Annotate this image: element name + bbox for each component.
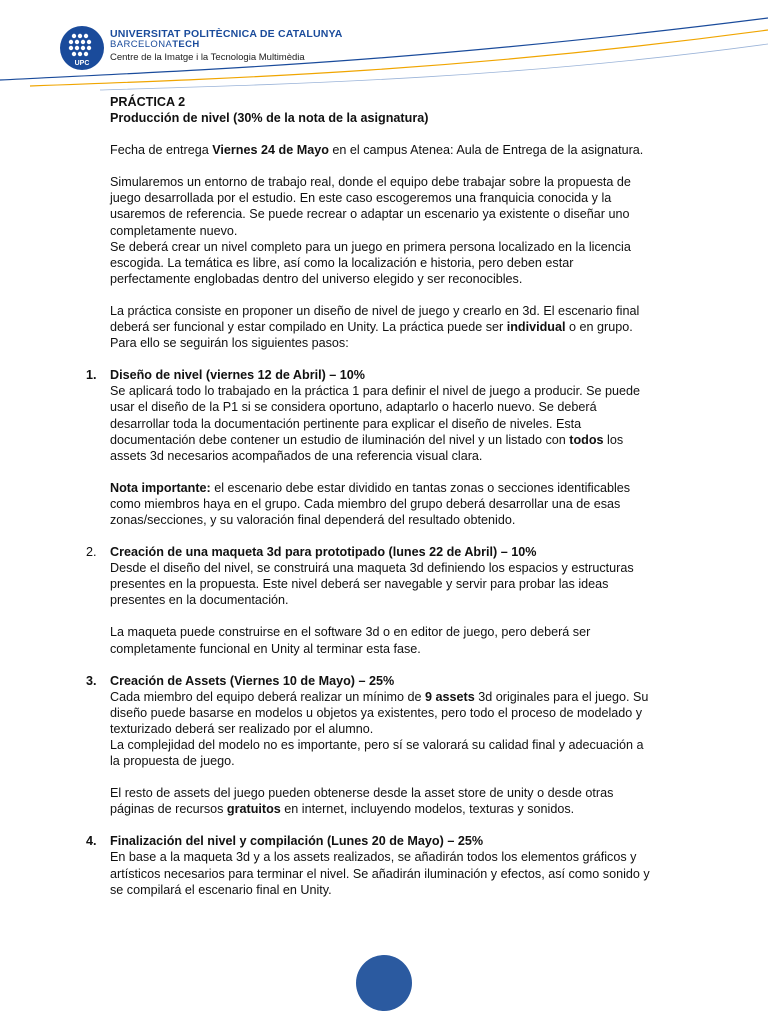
step-number: 3.	[86, 673, 97, 688]
upc-logo-icon	[60, 26, 104, 70]
barcelona-tech: BARCELONATECH	[110, 39, 200, 51]
step-number: 1.	[86, 368, 97, 383]
university-name: UNIVERSITAT POLITÈCNICA DE CATALUNYA	[110, 28, 343, 40]
step-3	[64, 673, 655, 818]
practice-paragraph: La práctica consiste en proponer un diseño de nivel de juego y crearlo en 3d. El escenario final deberá ser funcional y estar compilado en Unity. La práctica puede ser individual o en grupo. Para ello se seguirán los siguientes pasos:	[110, 303, 640, 351]
university-branding	[110, 28, 343, 64]
step-heading: Creación de una maqueta 3d para prototipado (lunes 22 de Abril) – 10%	[110, 545, 537, 560]
step-text: El resto de assets del juego pueden obtenerse desde la asset store de unity o desde otras páginas de recursos gratuitos en internet, incluyendo modelos, texturas y sonidos.	[110, 786, 614, 817]
step-text: Cada miembro del equipo deberá realizar un mínimo de 9 assets 3d originales para el juego. Su diseño puede basarse en modelos u objetos ya existentes, pero todo el proceso de modelado y texturizado deberá ser realizado por el alumno.	[110, 689, 649, 736]
logo-label: UPC	[74, 60, 90, 67]
step-heading: Creación de Assets (Viernes 10 de Mayo) – 25%	[110, 673, 395, 688]
step-heading: Diseño de nivel (viernes 12 de Abril) – 10%	[110, 368, 366, 383]
centre-name: Centre de la Imatge i la Tecnologia Multimèdia	[110, 51, 305, 63]
page-header	[0, 0, 768, 95]
intro-paragraph-1: Simularemos un entorno de trabajo real, donde el equipo debe trabajar sobre la propuesta de juego desarrollada por el estudio. En este caso escogeremos una franquicia conocida y la usaremos de referencia. Se puede recrear o adaptar un escenario ya existente o diseñar uno completamente nuevo.	[110, 175, 631, 238]
page-marker-circle	[356, 955, 412, 1011]
intro-paragraph-2: Se deberá crear un nivel completo para un juego en primera persona localizado en la licencia escogida. La temática es libre, así como la localización e historia, pero deben estar perfectamente englobadas dentro del universo elegido y ser reconocibles.	[110, 239, 631, 286]
step-text: En base a la maqueta 3d y a los assets realizados, se añadirán todos los elementos gráficos y artísticos necesarios para terminar el nivel. Se añadirán iluminación y efectos, así como sonido y se compilará el escenario final en Unity.	[110, 850, 650, 897]
delivery-paragraph: Fecha de entrega Viernes 24 de Mayo en el campus Atenea: Aula de Entrega de la asignatura.	[110, 143, 644, 158]
step-text: Desde el diseño del nivel, se construirá una maqueta 3d definiendo los espacios y estructuras presentes en la propuesta. Este nivel deberá ser navegable y servir para probar las ideas presentes en la documentación.	[110, 561, 634, 608]
document-body	[86, 94, 655, 898]
step-4	[64, 833, 655, 897]
step-number: 4.	[86, 834, 97, 849]
step-text: Se aplicará todo lo trabajado en la práctica 1 para definir el nivel de juego a producir. Se puede usar el diseño de la P1 si se considera oportuno, adaptarlo o hacerlo nuevo. Se deberá desarrollar toda la documentación pertinente para explicar el diseño de niveles. Esta documentación debe contener un estudio de iluminación del nivel y un listado con todos los assets 3d necesarios acompañados de una referencia visual clara.	[110, 384, 640, 463]
step-number: 2.	[86, 545, 97, 560]
doc-title: PRÁCTICA 2	[110, 95, 186, 109]
step-text: La maqueta puede construirse en el software 3d o en editor de juego, pero deberá ser completamente funcional en Unity al terminar esta fase.	[110, 625, 591, 656]
important-note: Nota importante: el escenario debe estar dividido en tantas zonas o secciones identificables como miembros haya en el grupo. Cada miembro del grupo deberá desarrollar una de esas zonas/secciones, y su valoración final dependerá del resultado obtenido.	[110, 480, 631, 527]
step-text: La complejidad del modelo no es importante, pero sí se valorará su calidad final y adecuación a la propuesta de juego.	[110, 738, 644, 769]
step-heading: Finalización del nivel y compilación (Lunes 20 de Mayo) – 25%	[110, 834, 484, 849]
step-2	[64, 544, 655, 657]
doc-subtitle: Producción de nivel (30% de la nota de la asignatura)	[110, 111, 429, 126]
step-1	[64, 367, 655, 464]
